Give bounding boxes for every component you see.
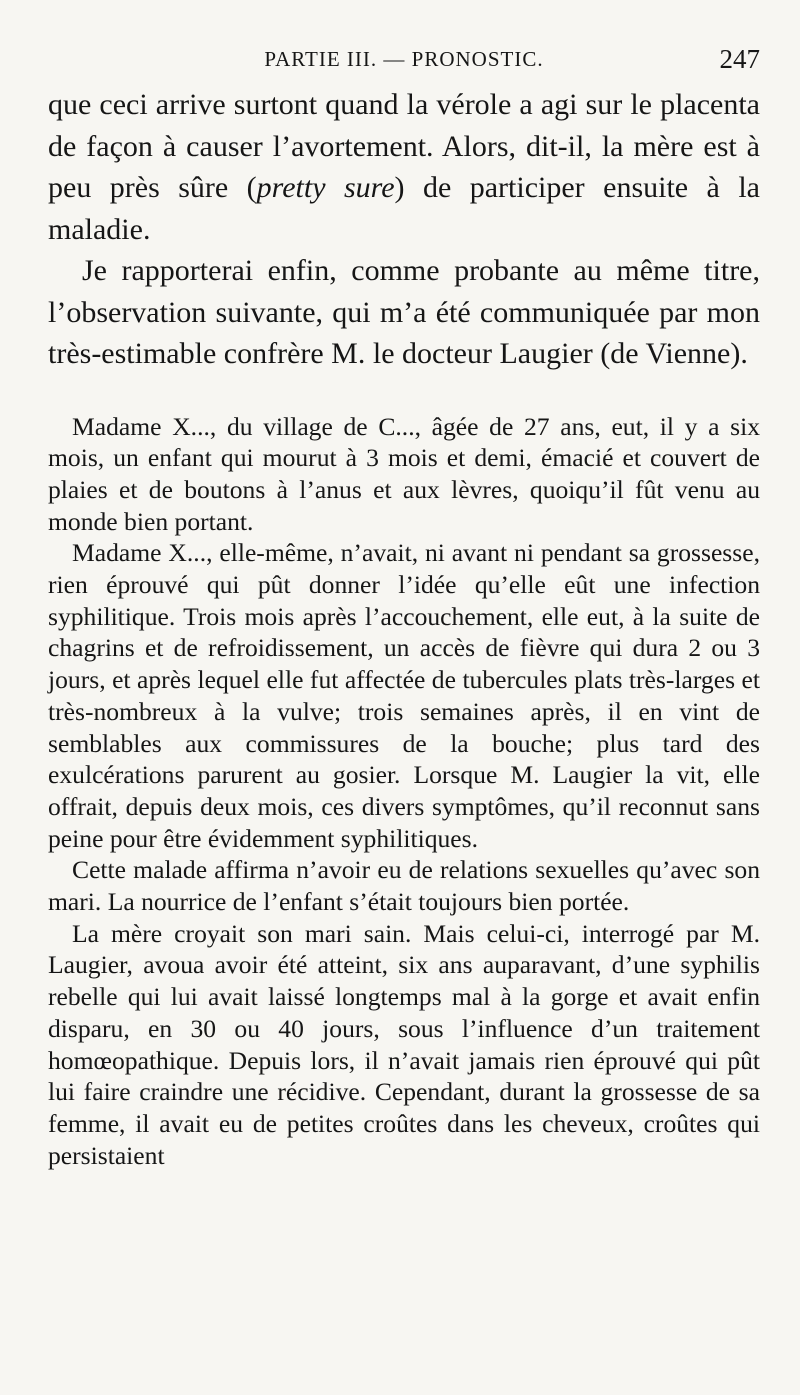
running-title: PARTIE III. — PRONOSTIC. bbox=[264, 47, 544, 71]
running-header bbox=[48, 44, 760, 74]
main-text-block bbox=[48, 84, 760, 375]
paragraph-continuation bbox=[48, 84, 760, 250]
paragraph-observation-intro: Je rapporterai enfin, comme probante au même titre, l’observation suivante, qui m’a été communiquée par mon très-estimable confrère M. le docteur Laugier (de Vienne). bbox=[48, 254, 760, 370]
case-paragraph: Cette malade affirma n’avoir eu de relations sexuelles qu’avec son mari. La nourrice de l’enfant s’était toujours bien portée. bbox=[48, 855, 760, 917]
page-body bbox=[48, 84, 760, 1171]
case-paragraph: Madame X..., elle-même, n’avait, ni avant ni pendant sa grossesse, rien éprouvé qui pût donner l’idée qu’elle eût une infection syphilitique. Trois mois après l’accouchement, elle eut, à la suite de chagrins et de refroidissement, un accès de fièvre qui dura 2 ou 3 jours, et après lequel elle fut affectée de tubercules plats très-larges et très-nombreux à la vulve; trois semaines après, il en vint de semblables aux commissures de la bouche; plus tard des exulcérations parurent au gosier. Lorsque M. Laugier la vit, elle offrait, depuis deux mois, ces divers symptômes, qu’il reconnut sans peine pour être évidemment syphilitiques. bbox=[48, 538, 760, 853]
paragraph-text: ) de participer ensuite à la maladie. bbox=[48, 171, 760, 246]
page-number: 247 bbox=[719, 44, 760, 74]
italic-quote: pretty sure bbox=[256, 171, 395, 204]
case-paragraph: La mère croyait son mari sain. Mais celui-ci, interrogé par M. Laugier, avoua avoir été atteint, six ans auparavant, d’une syphilis rebelle qui lui avait laissé longtemps mal à la gorge et avait enfin disparu, en 30 ou 40 jours, sous l’influence d’un traitement homœopathique. Depuis lors, il n’avait jamais rien éprouvé qui pût lui faire craindre une récidive. Cependant, durant la grossesse de sa femme, il avait eu de petites croûtes dans les cheveux, croûtes qui persistaient bbox=[48, 918, 760, 1170]
paragraph-text: que ceci arrive surtont quand la vérole a agi sur le placenta de façon à causer l’avortement. Alors, dit-il, la mère est à peu près sûre ( bbox=[48, 88, 760, 204]
case-paragraph: Madame X..., du village de C..., âgée de 27 ans, eut, il y a six mois, un enfant qui mourut à 3 mois et demi, émacié et couvert de plaies et de boutons à l’anus et aux lèvres, quoiqu’il fût venu au monde bien portant. bbox=[48, 411, 760, 536]
case-report-block bbox=[48, 411, 760, 1172]
